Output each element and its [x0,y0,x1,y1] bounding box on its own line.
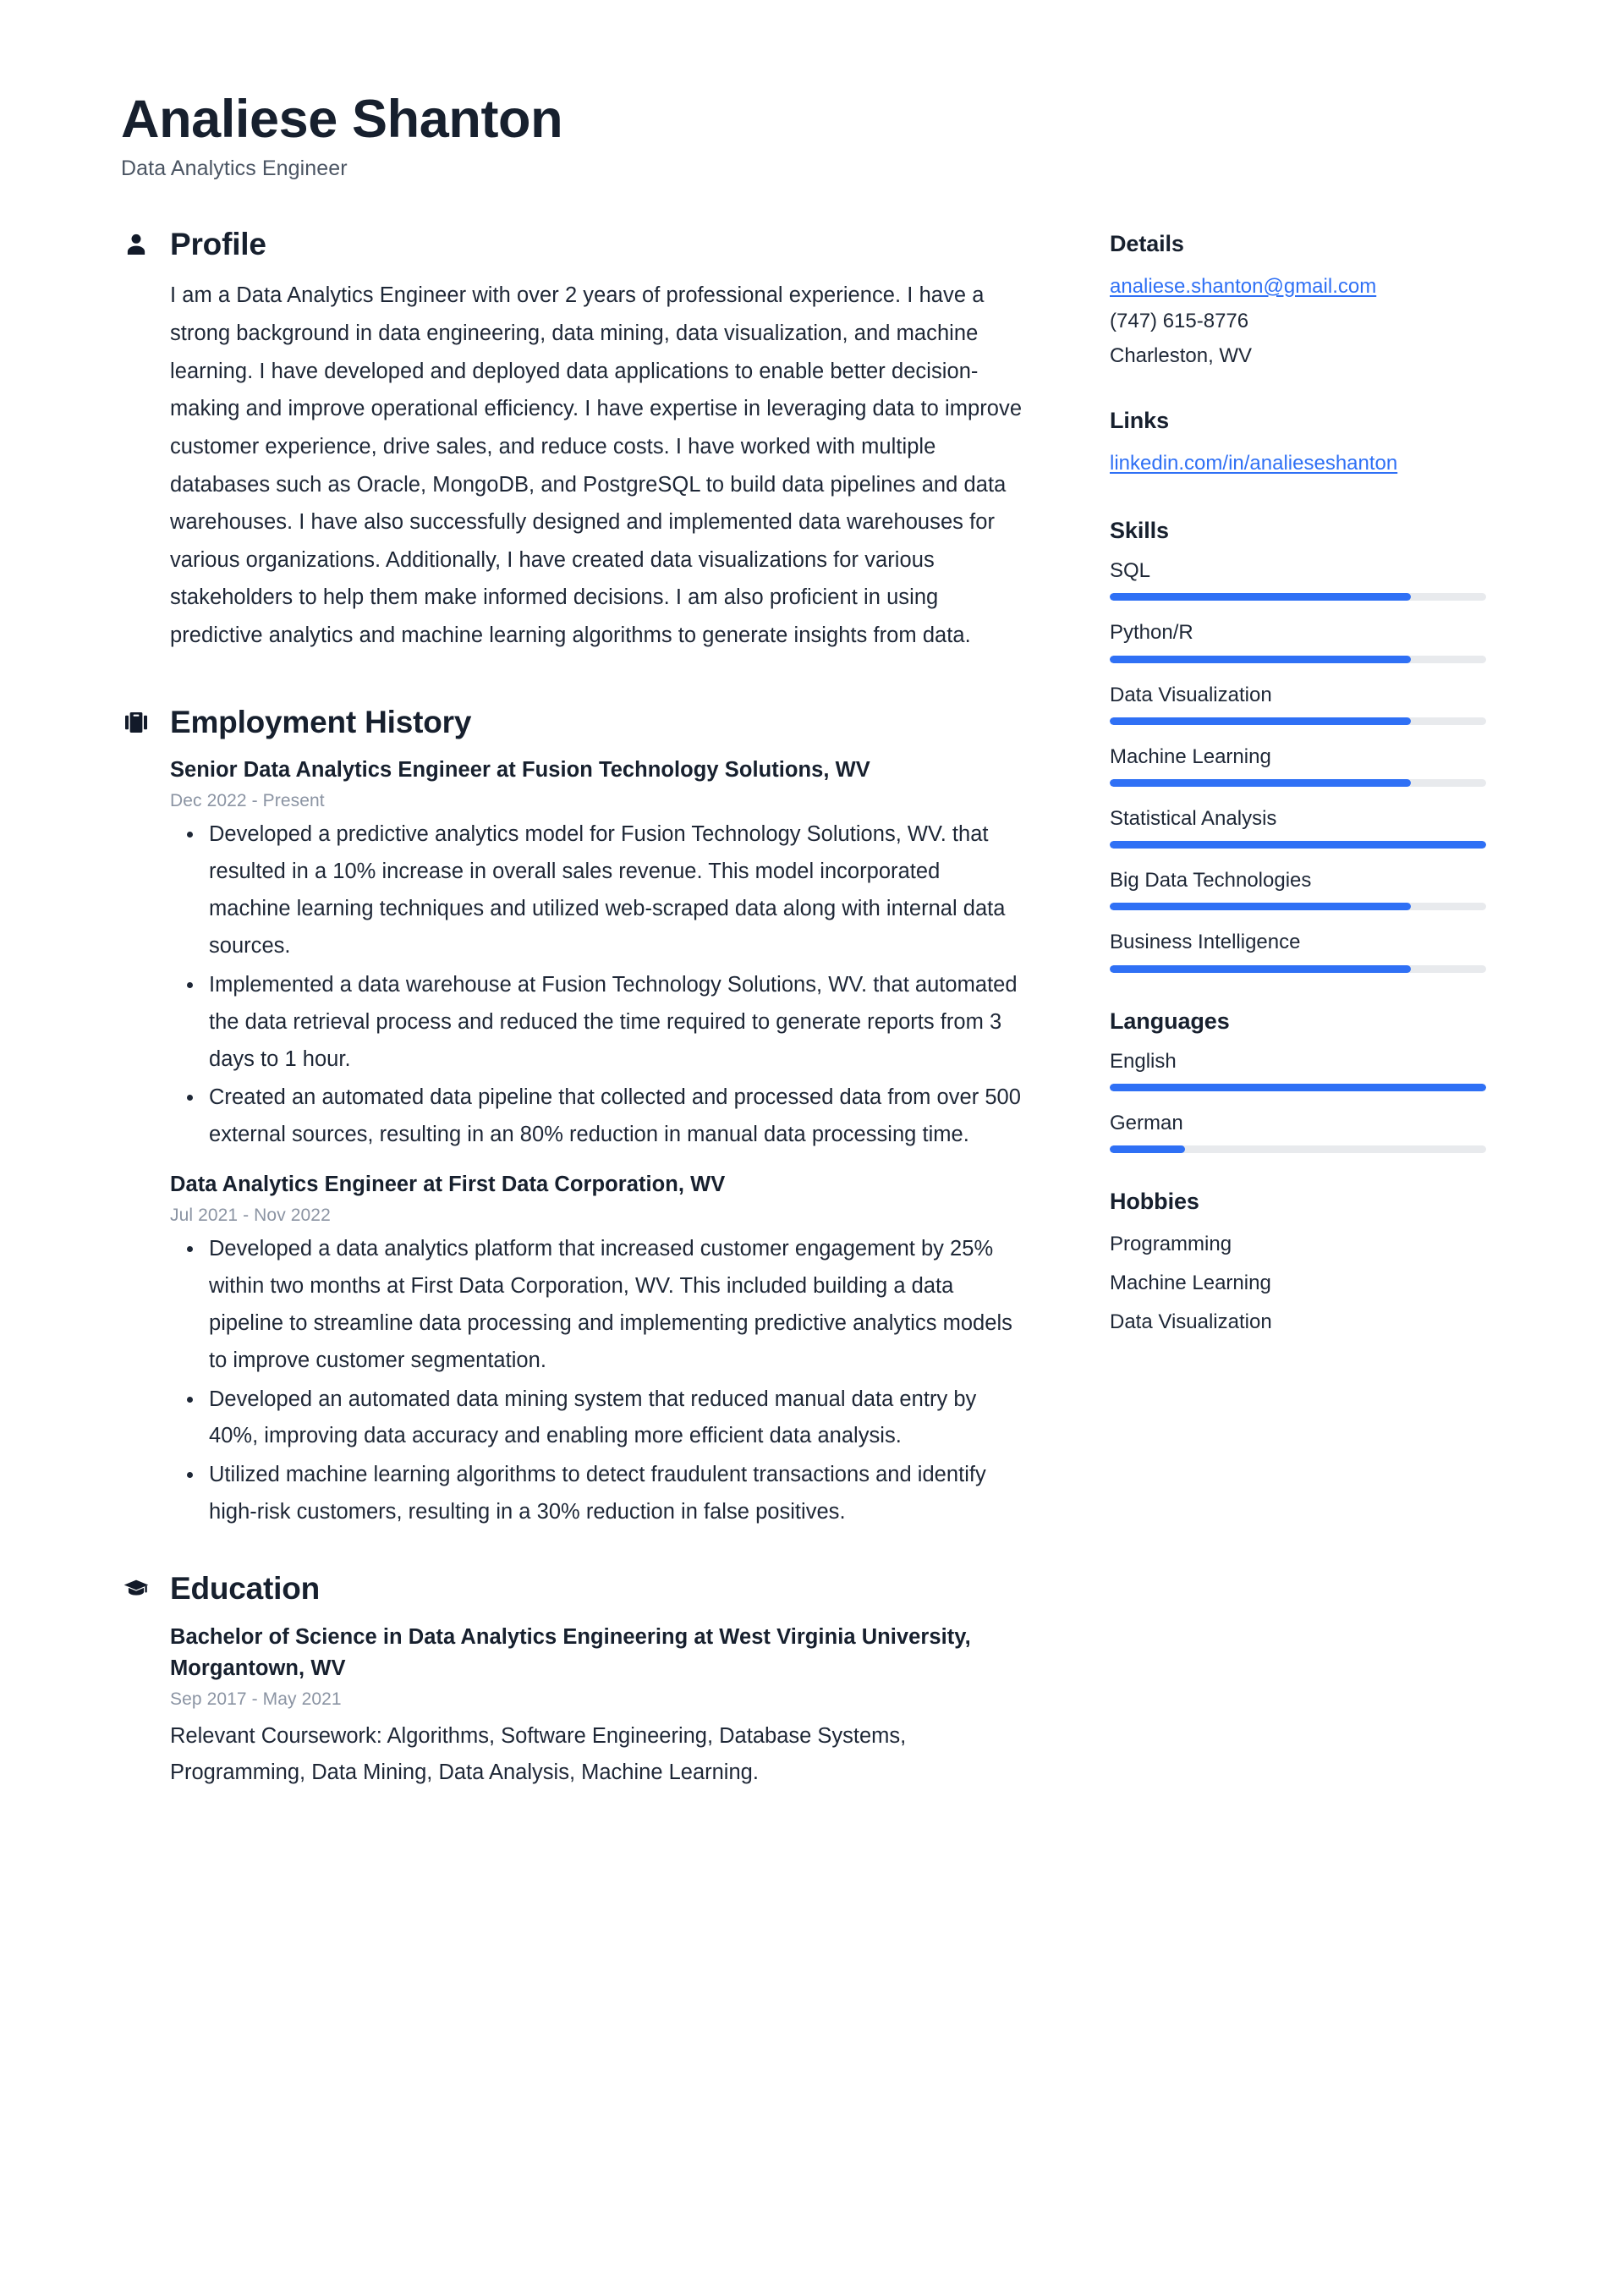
skill-label: Big Data Technologies [1110,869,1312,893]
sidebar-section-hobbies [1110,1189,1499,1339]
employment-entry [170,1169,1026,1531]
section-header-education [121,1572,1026,1607]
hobby-item: Data Visualization [1110,1310,1272,1333]
hobby-item: Machine Learning [1110,1271,1271,1294]
section-header-employment [121,706,1026,740]
spacer [121,1546,1026,1572]
skill-item [1110,558,1499,601]
list-item: Implemented a data warehouse at Fusion Technology Solutions, WV. that automated the data retrieval process and reduced the time required to generate reports from 3 days to 1 hour. [170,967,1026,1079]
phone-text: (747) 615-8776 [1110,309,1249,332]
skill-meter-fill [1110,965,1411,973]
spacer [121,663,1026,706]
sidebar [1110,228,1499,1375]
sidebar-title-details: Details [1110,230,1184,256]
skill-meter-track [1110,593,1486,601]
linkedin-link[interactable]: linkedin.com/in/analieseshanton [1110,452,1398,475]
graduation-cap-icon [121,1574,151,1604]
education-entry [170,1622,1026,1793]
skill-label: Business Intelligence [1110,931,1301,954]
list-item: Developed an automated data mining system that reduced manual data entry by 40%, improving data accuracy and enabling more efficient data analysis. [170,1381,1026,1456]
skill-meter-track [1110,656,1486,663]
briefcase-icon [121,707,151,738]
skill-meter-track [1110,903,1486,910]
education-entry-date: Sep 2017 - May 2021 [170,1689,342,1709]
language-meter-track [1110,1084,1486,1091]
main-column [121,228,1026,1801]
skill-meter-track [1110,965,1486,973]
section-body-employment [121,755,1026,1531]
language-label: English [1110,1049,1177,1073]
section-title-profile: Profile [170,226,266,261]
person-icon [121,229,151,260]
employment-entry-bullets [170,1231,1026,1531]
resume-body [0,228,1624,1801]
section-header-profile [121,228,1026,262]
sidebar-title-languages: Languages [1110,1008,1230,1034]
language-item [1110,1110,1499,1153]
section-body-profile [121,277,1026,654]
employment-entry-title: Data Analytics Engineer at First Data Corporation, WV [170,1173,726,1197]
skill-meter-track [1110,779,1486,787]
skill-item [1110,929,1499,972]
sidebar-title-links: Links [1110,408,1170,434]
list-item: Developed a data analytics platform that increased customer engagement by 25% within two months at First Data Corporation, WV. This included building a data pipeline to streamline data processing and implementing predictive analytics models to improve customer segmentation. [170,1231,1026,1379]
section-body-education [121,1622,1026,1793]
sidebar-section-skills [1110,518,1499,972]
list-item: Created an automated data pipeline that collected and processed data from over 500 external sources, resulting in an 80% reduction in manual data processing time. [170,1079,1026,1154]
location-text: Charleston, WV [1110,343,1253,367]
hobby-item: Programming [1110,1232,1232,1255]
email-link[interactable]: analiese.shanton@gmail.com [1110,274,1377,298]
sidebar-section-languages [1110,1008,1499,1153]
employment-entry-title: Senior Data Analytics Engineer at Fusion Technology Solutions, WV [170,758,870,783]
section-employment-history [121,706,1026,1531]
skill-item [1110,619,1499,662]
language-label: German [1110,1111,1183,1134]
skill-label: Machine Learning [1110,744,1271,768]
skill-meter-fill [1110,841,1486,849]
skill-label: SQL [1110,559,1151,583]
sidebar-title-skills: Skills [1110,518,1169,544]
skill-item [1110,744,1499,787]
sidebar-section-links [1110,408,1499,482]
employment-entry [170,755,1026,1154]
skill-item [1110,867,1499,910]
skill-label: Data Visualization [1110,683,1272,706]
employment-entry-date: Jul 2021 - Nov 2022 [170,1206,331,1226]
skill-meter-fill [1110,717,1411,725]
language-meter-fill [1110,1145,1185,1153]
employment-entry-bullets [170,816,1026,1154]
education-entry-description: Relevant Coursework: Algorithms, Software Engineering, Database Systems, Programming, Data Mining, Data Analysis, Machine Learning. [170,1723,907,1785]
skill-meter-fill [1110,593,1411,601]
skill-item [1110,805,1499,849]
skill-item [1110,682,1499,725]
section-title-education: Education [170,1570,321,1606]
education-entry-title: Bachelor of Science in Data Analytics Engineering at West Virginia University, Morgantown, WV [170,1624,971,1680]
language-item [1110,1048,1499,1091]
job-title: Data Analytics Engineer [121,156,348,180]
skill-meter-fill [1110,903,1411,910]
language-meter-track [1110,1145,1486,1153]
section-education [121,1572,1026,1792]
language-meter-fill [1110,1084,1486,1091]
profile-text: I am a Data Analytics Engineer with over 2 years of professional experience. I have a strong background in data engineering, data mining, data visualization, and machine learning. I have developed and deployed data applications to enable better decision-making and improve operational efficiency. I have expertise in leveraging data to improve customer experience, drive sales, and reduce costs. I have worked with multiple databases such as Oracle, MongoDB, and PostgreSQL to build data pipelines and data warehouses. I have also successfully designed and implemented data warehouses for various organizations. Additionally, I have created data visualizations for various stakeholders to help them make informed decisions. I am also proficient in using predictive analytics and machine learning algorithms to generate insights from data. [170,283,1023,648]
sidebar-title-hobbies: Hobbies [1110,1188,1199,1214]
skill-label: Statistical Analysis [1110,807,1277,831]
section-profile [121,228,1026,655]
list-item: Utilized machine learning algorithms to detect fraudulent transactions and identify high-risk customers, resulting in a 30% reduction in false positives. [170,1457,1026,1531]
section-title-employment: Employment History [170,704,472,739]
skill-meter-track [1110,841,1486,849]
resume-header [0,0,1624,181]
list-item: Developed a predictive analytics model for Fusion Technology Solutions, WV. that resulted in a 10% increase in overall sales revenue. This model incorporated machine learning techniques and utilized web-scraped data along with internal data sources. [170,816,1026,964]
page-title: Analiese Shanton [121,90,563,149]
sidebar-section-details [1110,231,1499,373]
skill-meter-track [1110,717,1486,725]
skill-label: Python/R [1110,621,1193,645]
skill-meter-fill [1110,656,1411,663]
skill-meter-fill [1110,779,1411,787]
employment-entry-date: Dec 2022 - Present [170,791,325,811]
